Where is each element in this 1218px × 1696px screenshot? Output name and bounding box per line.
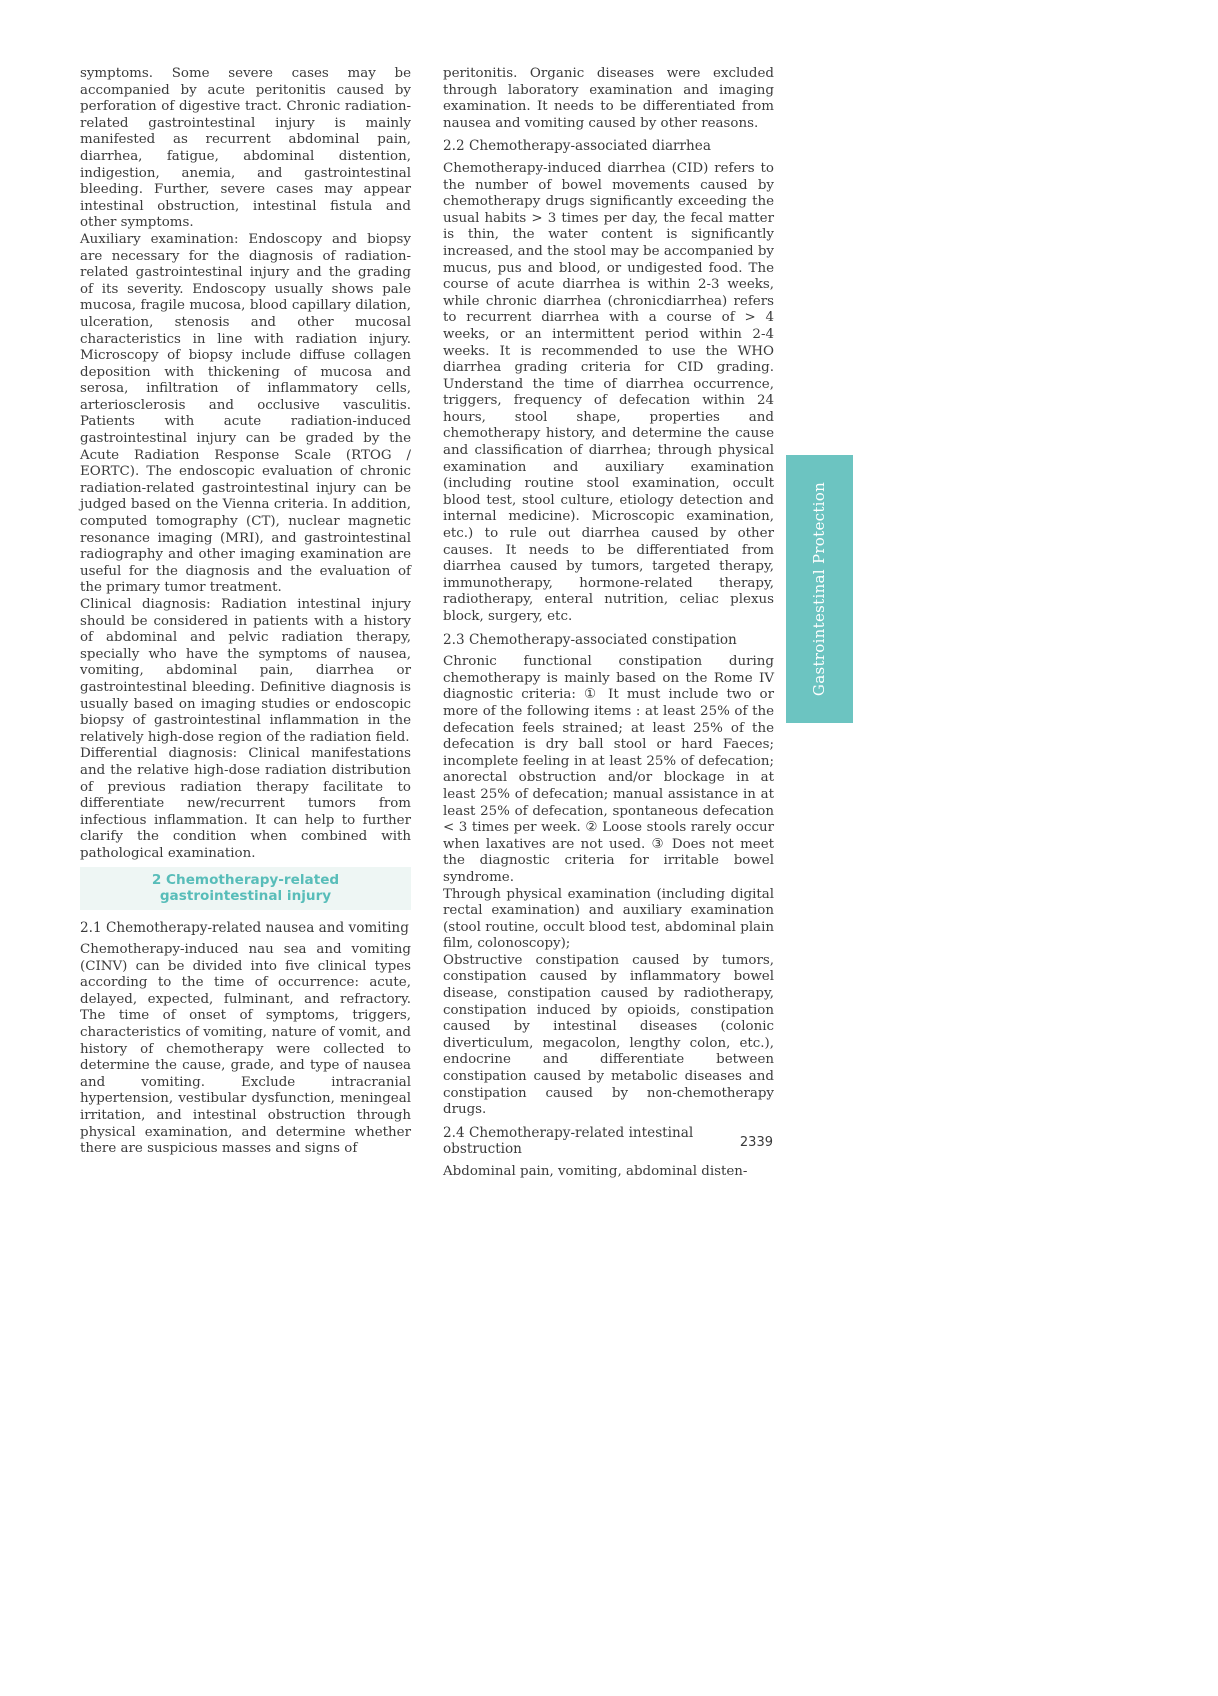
paragraph: Chronic functional constipation during chemotherapy is mainly based on the Rome IV diagnostic criteria: ① It must include two or more of the following items : at least 25% of the defecation feels strained; at least 25% of the defecation is dry ball stool or hard Faeces; incomplete feeling in at least 25% of defecation; anorectal obstruction and/or blockage in at least 25% of defecation; manual assistance in at least 25% of defecation, spontaneous defecation < 3 times per week. ② Loose stools rarely occur when laxatives are not used. ③ Does not meet the diagnostic criteria for irritable bowel syndrome. (443, 654, 774, 885)
paragraph: Clinical diagnosis: Radiation intestinal injury should be considered in patients with a history of abdominal and pelvic radiation therapy, specially who have the symptoms of nausea, vomiting, abdominal pain, diarrhea or gastrointestinal bleeding. Definitive diagnosis is usually based on imaging studies or endoscopic biopsy of gastrointestinal inflammation in the relatively high-dose region of the radiation field. (80, 597, 411, 745)
left-column (80, 66, 411, 1158)
paragraph: Obstructive constipation caused by tumors, constipation caused by inflammatory bowel disease, constipation caused by radiotherapy, constipation induced by opioids, constipation caused by intestinal diseases (colonic diverticulum, megacolon, lengthy colon, etc.), endocrine and differentiate between constipation caused by metabolic diseases and constipation caused by non-chemotherapy drugs. (443, 952, 774, 1118)
subsection-heading: 2.1 Chemotherapy-related nausea and vomiting (80, 919, 409, 936)
paragraph: Differential diagnosis: Clinical manifestations and the relative high-dose radiation distribution of previous radiation therapy facilitate to differentiate new/recurrent tumors from infectious inflammation. It can help to further clarify the condition when combined with pathological examination. (80, 746, 411, 861)
section-heading: 2 Chemotherapy-related gastrointestinal injury (80, 867, 411, 910)
paragraph: Abdominal pain, vomiting, abdominal disten- (443, 1164, 748, 1179)
subsection-heading: 2.4 Chemotherapy-related intestinal obstruction (443, 1124, 694, 1158)
paragraph: Chemotherapy-induced nau sea and vomiting (CINV) can be divided into five clinical types according to the time of occurrence: acute, delayed, expected, fulminant, and refractory. The time of onset of symptoms, triggers, characteristics of vomiting, nature of vomit, and history of chemotherapy were collected to determine the cause, grade, and type of nausea and vomiting. Exclude intracranial hypertension, vestibular dysfunction, meningeal irritation, and intestinal obstruction through physical examination, and determine whether there are suspicious masses and signs of (80, 942, 411, 1157)
right-column (443, 66, 774, 1181)
subsection-heading: 2.3 Chemotherapy-associated constipation (443, 631, 737, 648)
paragraph: Auxiliary examination: Endoscopy and biopsy are necessary for the diagnosis of radiation-related gastrointestinal injury and the grading of its severity. Endoscopy usually shows pale mucosa, fragile mucosa, blood capillary dilation, ulceration, stenosis and other mucosal characteristics in line with radiation injury. Microscopy of biopsy include diffuse collagen deposition with thickening of mucosa and serosa, infiltration of inflammatory cells, arteriosclerosis and occlusive vasculitis. Patients with acute radiation-induced gastrointestinal injury can be graded by the Acute Radiation Response Scale (RTOG / EORTC). The endoscopic evaluation of chronic radiation-related gastrointestinal injury can be judged based on the Vienna criteria. In addition, computed tomography (CT), nuclear magnetic resonance imaging (MRI), and gastrointestinal radiography and other imaging examination are useful for the diagnosis and the evaluation of the primary tumor treatment. (80, 231, 411, 596)
side-tab-label: Gastrointestinal Protection (810, 481, 829, 697)
side-tab (786, 455, 853, 723)
paragraph: Through physical examination (including digital rectal examination) and auxiliary examination (stool routine, occult blood test, abdominal plain film, colonoscopy); (443, 886, 774, 952)
subsection-heading: 2.2 Chemotherapy-associated diarrhea (443, 138, 711, 155)
page-number: 2339 (739, 1135, 773, 1150)
paragraph: peritonitis. Organic diseases were excluded through laboratory examination and imaging examination. It needs to be differentiated from nausea and vomiting caused by other reasons. (443, 66, 774, 131)
paragraph: symptoms. Some severe cases may be accompanied by acute peritonitis caused by perforation of digestive tract. Chronic radiation-related gastrointestinal injury is mainly manifested as recurrent abdominal pain, diarrhea, fatigue, abdominal distention, indigestion, anemia, and gastrointestinal bleeding. Further, severe cases may appear intestinal obstruction, intestinal fistula and other symptoms. (80, 66, 411, 231)
paragraph: Chemotherapy-induced diarrhea (CID) refers to the number of bowel movements caused by chemotherapy drugs significantly exceeding the usual habits > 3 times per day, the fecal matter is thin, the water content is significantly increased, and the stool may be accompanied by mucus, pus and blood, or undigested food. The course of acute diarrhea is within 2-3 weeks, while chronic diarrhea (chronicdiarrhea) refers to recurrent diarrhea with a course of > 4 weeks, or an intermittent period within 2-4 weeks. It is recommended to use the WHO diarrhea grading criteria for CID grading. Understand the time of diarrhea occurrence, triggers, frequency of defecation within 24 hours, stool shape, properties and chemotherapy history, and determine the cause and classification of diarrhea; through physical examination and auxiliary examination (including routine stool examination, occult blood test, stool culture, etiology detection and internal medicine). Microscopic examination, etc.) to rule out diarrhea caused by other causes. It needs to be differentiated from diarrhea caused by tumors, targeted therapy, immunotherapy, hormone-related therapy, radiotherapy, enteral nutrition, celiac plexus block, surgery, etc. (443, 160, 774, 624)
